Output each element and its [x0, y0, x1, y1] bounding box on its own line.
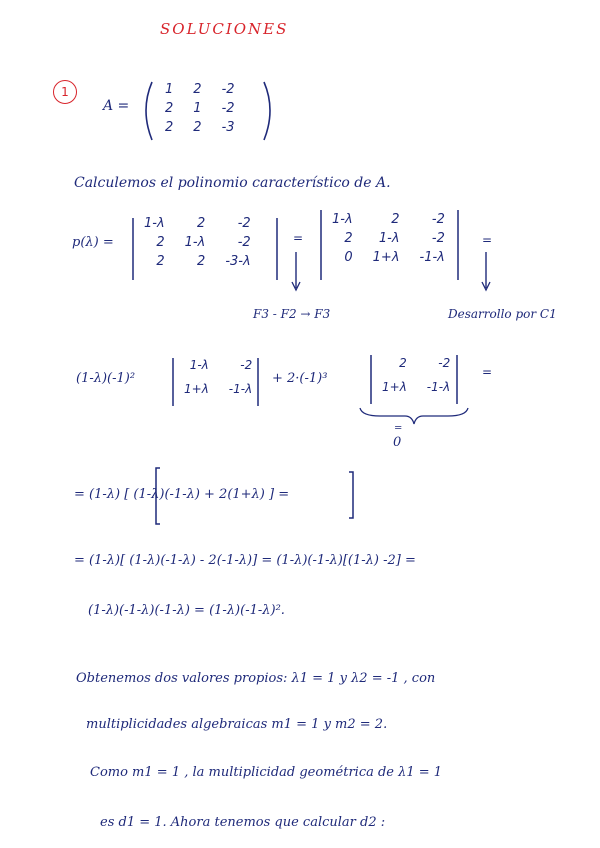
matrix-cell: 1: [193, 101, 202, 116]
det-cell: 2: [344, 231, 353, 246]
det-cell: 2: [391, 212, 400, 227]
char-poly-label: p(λ) =: [72, 235, 114, 250]
derivation-line-3: (1-λ)(-1-λ)(-1-λ) = (1-λ)(-1-λ)².: [88, 603, 285, 618]
det-cell: 2: [156, 235, 165, 250]
minor-cell: -1-λ: [228, 382, 253, 396]
derivation-line-2: = (1-λ)[ (1-λ)(-1-λ) - 2(-1-λ)] = (1-λ)(-1-λ)[(1-λ) -2] =: [74, 553, 416, 568]
det-cell: -1-λ: [419, 250, 445, 265]
multiplicities-text: multiplicidades algebraicas m1 = 1 y m2 = 2.: [86, 717, 388, 732]
matrix-cell: 2: [193, 120, 202, 135]
det-cell: -2: [237, 235, 251, 250]
equals-sign: =: [482, 233, 493, 247]
det-cell: 1+λ: [372, 250, 400, 265]
matrix-cell: -2: [221, 101, 235, 116]
matrix-cell: 2: [193, 82, 202, 97]
det-cell: 2: [197, 254, 206, 269]
row-operation-note: F3 - F2 → F3: [253, 307, 331, 321]
matrix-cell: 2: [165, 120, 174, 135]
underbrace-zero: 0: [393, 435, 402, 450]
minor-cell: 1-λ: [189, 358, 209, 372]
underbrace: [360, 408, 468, 424]
matrix-row: [155, 118, 245, 137]
det-cell: 1-λ: [332, 212, 353, 227]
minor-cell: 1+λ: [382, 380, 407, 394]
det-cell: -2: [237, 216, 251, 231]
matrix-cell: -2: [221, 82, 235, 97]
matrix-row: [155, 80, 245, 99]
intro-text: Calculemos el polinomio característico de A.: [74, 175, 391, 191]
expansion-middle: + 2·(-1)³: [272, 371, 328, 386]
expansion-prefix: (1-λ)(-1)²: [76, 371, 136, 386]
minor-cell: -1-λ: [426, 380, 451, 394]
minor-cell: 2: [399, 356, 407, 370]
det-cell: 1-λ: [378, 231, 400, 246]
det-cell: -2: [431, 231, 445, 246]
page-title: SOLUCIONES: [160, 20, 289, 38]
geometric-multiplicity-text: Como m1 = 1 , la multiplicidad geométrica de λ1 = 1: [90, 765, 443, 780]
minor-2: [372, 354, 460, 396]
matrix-row: [155, 99, 245, 118]
derivation-line-1: = (1-λ) [ (1-λ)(-1-λ) + 2(1+λ) ] =: [74, 487, 290, 502]
expansion-note: Desarrollo por C1: [448, 307, 557, 321]
eigenvalues-text: Obtenemos dos valores propios: λ1 = 1 y λ2 = -1 , con: [76, 671, 436, 686]
minor-1: [174, 356, 262, 398]
det-cell: 1-λ: [144, 216, 165, 231]
det-cell: -3-λ: [225, 254, 251, 269]
matrix-cell: 1: [165, 82, 174, 97]
minor-cell: 1+λ: [184, 382, 209, 396]
exercise-number-badge: 1: [53, 80, 77, 104]
det-cell: 2: [197, 216, 206, 231]
matrix-right-paren: [264, 82, 270, 140]
minor-cell: -2: [438, 356, 451, 370]
det-cell: -2: [431, 212, 445, 227]
underbrace-equals: =: [394, 423, 403, 434]
matrix-cell: -3: [221, 120, 235, 135]
equals-sign: =: [293, 231, 304, 245]
det-cell: 1-λ: [184, 235, 206, 250]
determinant-2: [322, 210, 455, 267]
det-cell: 2: [156, 254, 165, 269]
matrix-left-paren: [146, 82, 152, 140]
right-bracket: [349, 472, 353, 518]
next-step-text: es d1 = 1. Ahora tenemos que calcular d2 :: [100, 815, 386, 830]
det-cell: 0: [344, 250, 353, 265]
equals-sign: =: [482, 365, 493, 379]
matrix-label: A =: [103, 98, 130, 114]
matrix-a: [155, 80, 245, 137]
determinant-1: [134, 214, 261, 271]
matrix-cell: 2: [165, 101, 174, 116]
minor-cell: -2: [240, 358, 253, 372]
